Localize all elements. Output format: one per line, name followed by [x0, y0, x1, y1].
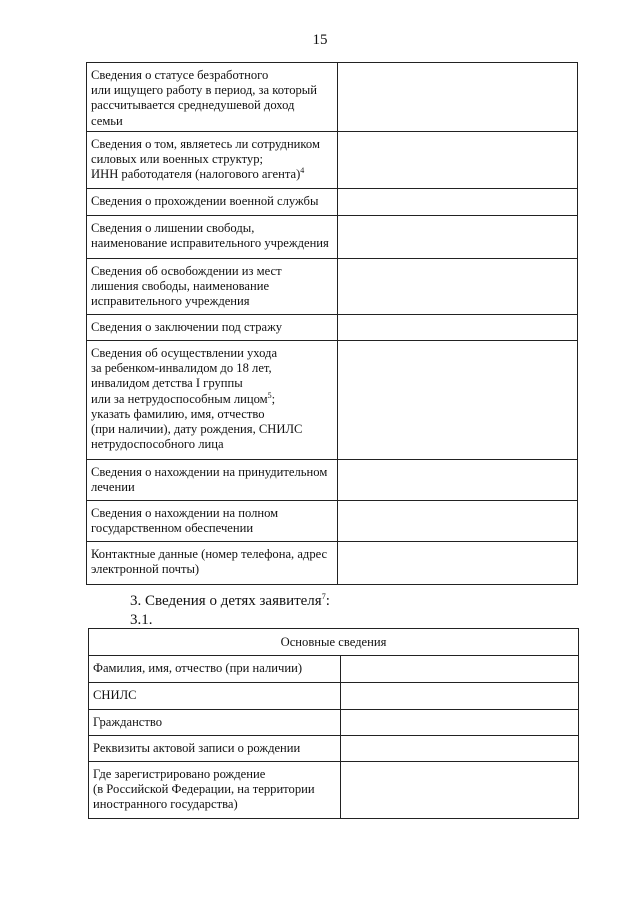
row-label: [89, 762, 341, 819]
label-suffix: ;: [271, 391, 276, 406]
label-line: СНИЛС: [93, 688, 137, 702]
row-label: [87, 189, 338, 216]
row-label: [87, 216, 338, 259]
label-line: государственном обеспечении: [91, 521, 254, 536]
value-cell[interactable]: [338, 216, 578, 259]
table-row: [89, 736, 579, 762]
label-line: (в Российской Федерации, на территории: [93, 782, 315, 797]
label-text: ИНН работодателя (налогового агента): [91, 167, 301, 182]
row-label: [87, 542, 338, 585]
table-row: [89, 683, 579, 710]
table-row: [87, 63, 578, 132]
row-label: [87, 63, 338, 132]
label-line: Сведения о лишении свободы,: [91, 221, 255, 235]
label-line: Гражданство: [93, 715, 163, 729]
table-row: [87, 189, 578, 216]
value-cell[interactable]: [341, 656, 579, 683]
label-line: нетрудоспособного лица: [91, 437, 224, 452]
section-heading: [130, 593, 330, 610]
label-line: наименование исправительного учреждения: [91, 236, 329, 251]
label-line: Сведения о нахождении на принудительном: [91, 465, 328, 479]
label-line: Реквизиты актовой записи о рождении: [93, 741, 301, 755]
value-cell[interactable]: [338, 189, 578, 216]
label-text: или за нетрудоспособным лицом: [91, 391, 268, 406]
page-number: 15: [312, 32, 328, 48]
row-label: [89, 736, 341, 762]
row-label: [89, 710, 341, 736]
value-cell[interactable]: [341, 762, 579, 819]
label-line: лишения свободы, наименование: [91, 279, 270, 294]
value-cell[interactable]: [341, 710, 579, 736]
table-row: [89, 656, 579, 683]
label-line: электронной почты): [91, 562, 200, 577]
table-row: [87, 259, 578, 315]
table-header: Основные сведения: [89, 629, 579, 656]
value-cell[interactable]: [338, 315, 578, 341]
subsection-number: 3.1.: [130, 612, 153, 628]
footnote-mark: 7: [321, 592, 326, 601]
section-title: 3. Сведения о детях заявителя: [130, 593, 322, 609]
label-line: Где зарегистрировано рождение: [93, 767, 266, 781]
value-cell[interactable]: [338, 542, 578, 585]
value-cell[interactable]: [338, 341, 578, 460]
label-line: инвалидом детства I группы: [91, 376, 243, 391]
row-label: [87, 259, 338, 315]
label-line: Контактные данные (номер телефона, адрес: [91, 547, 328, 561]
footnote-mark: 4: [300, 166, 305, 176]
value-cell[interactable]: [338, 63, 578, 132]
footnote-mark: 5: [267, 390, 272, 400]
value-cell[interactable]: [338, 460, 578, 501]
label-line: Сведения об осуществлении ухода: [91, 346, 278, 360]
children-info-table: [88, 628, 579, 819]
applicant-info-table: [86, 62, 578, 585]
value-cell[interactable]: [341, 736, 579, 762]
label-line: Сведения о нахождении на полном: [91, 506, 279, 520]
label-line-with-footnote: [91, 392, 333, 407]
label-line: Сведения об освобождении из мест: [91, 264, 282, 278]
label-line: указать фамилию, имя, отчество: [91, 406, 265, 421]
label-line: иностранного государства): [93, 797, 238, 812]
label-line: или ищущего работу в период, за который: [91, 83, 317, 98]
label-line: Фамилия, имя, отчество (при наличии): [93, 661, 303, 675]
label-line: (при наличии), дату рождения, СНИЛС: [91, 422, 303, 437]
table-row: [89, 710, 579, 736]
label-line: Сведения о заключении под стражу: [91, 320, 283, 334]
value-cell[interactable]: [338, 132, 578, 189]
row-label: [87, 315, 338, 341]
table-row: [89, 762, 579, 819]
label-line: силовых или военных структур;: [91, 152, 264, 167]
label-line: исправительного учреждения: [91, 294, 250, 309]
row-label: [87, 341, 338, 460]
label-line: Сведения о статусе безработного: [91, 68, 269, 82]
row-label: [87, 501, 338, 542]
table-row: [87, 132, 578, 189]
value-cell[interactable]: [338, 259, 578, 315]
row-label: [87, 460, 338, 501]
value-cell[interactable]: [338, 501, 578, 542]
table-row: [87, 341, 578, 460]
label-line: семьи: [91, 113, 123, 128]
label-line: за ребенком-инвалидом до 18 лет,: [91, 361, 272, 376]
table-row: [87, 315, 578, 341]
row-label: [87, 132, 338, 189]
table-header-row: [89, 629, 579, 656]
table-row: [87, 501, 578, 542]
label-line: Сведения о том, являетесь ли сотрудником: [91, 137, 320, 151]
label-line-with-footnote: [91, 167, 333, 182]
row-label: [89, 656, 341, 683]
label-line: лечении: [91, 480, 135, 495]
label-line: Сведения о прохождении военной службы: [91, 194, 319, 208]
table-row: [87, 216, 578, 259]
table-row: [87, 460, 578, 501]
section-title-suffix: :: [325, 593, 330, 609]
table-row: [87, 542, 578, 585]
label-line: рассчитывается среднедушевой доход: [91, 98, 295, 113]
row-label: [89, 683, 341, 710]
value-cell[interactable]: [341, 683, 579, 710]
